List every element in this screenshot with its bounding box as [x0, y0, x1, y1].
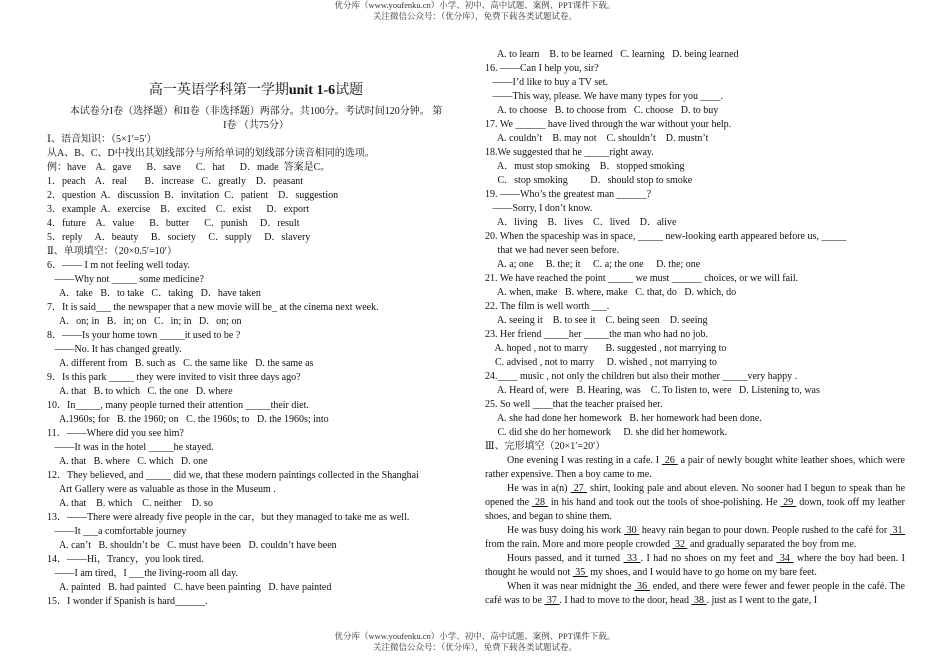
- exam-title: 高一英语学科第一学期unit 1-6试题: [148, 83, 364, 98]
- cloze-text: He was in a(n): [507, 483, 571, 494]
- question-line: A. to choose B. to choose from C. choose D. to buy: [485, 105, 719, 116]
- question-line: 14．——Hi，Trancy，you look tired.: [47, 554, 204, 565]
- question-line: 6．—— I m not feeling well today.: [47, 260, 190, 271]
- cloze-blank: 28: [532, 497, 548, 508]
- cloze-text: from the rain. More and more people crowded: [485, 539, 673, 550]
- question-line: A. she had done her homework B. her homework had been done.: [485, 413, 762, 424]
- question-line: ——No. It has changed greatly.: [47, 344, 182, 355]
- question-line: 例：have A．gave B．save C．hat D．made 答案是C。: [47, 162, 331, 173]
- question-line: A. hoped , not to marry B. suggested , not marrying to: [485, 343, 727, 354]
- question-line: A. couldn’t B. may not C. shouldn’t D. mustn’t: [485, 133, 709, 144]
- exam-intro: [47, 105, 465, 133]
- question-line: 10．In_____, many people turned their attention _____their diet.: [47, 400, 309, 411]
- question-line: A. seeing it B. to see it C. being seen D. seeing: [485, 315, 708, 326]
- question-line: 1．peach A．real B．increase C．greatly D．peasant: [47, 176, 304, 187]
- question-line: 从A、B、C、D中找出其划线部分与所给单词的划线部分读音相同的选项。: [47, 148, 375, 159]
- footer-line-2: 关注微信公众号：（优分库），免费下载各类试题试卷。: [372, 642, 577, 652]
- cloze-text: where the boy had been. I thought he would not: [485, 553, 906, 578]
- right-column: [485, 48, 905, 608]
- cloze-blank: 34: [776, 553, 794, 564]
- question-line: ——This way, please. We have many types for you ____.: [485, 91, 724, 102]
- cloze-text: down, took off my leather shoes, and began to shine them.: [485, 497, 906, 522]
- question-line: A. Heard of, were B. Hearing, was C. To listen to, were D. Listening to, was: [485, 385, 820, 396]
- cloze-text: a pair of newly bought white leather shoes, which were rather expensive. Then a boy came to me.: [485, 455, 905, 480]
- question-line: A. a; one B. the; it C. a; the one D. the; one: [485, 259, 701, 270]
- cloze-text: and gradually separated the boy from me.: [687, 539, 857, 550]
- question-line: 15．I wonder if Spanish is hard______.: [47, 596, 208, 607]
- question-line: A．living B．lives C．lived D．alive: [485, 217, 677, 228]
- intro-line-2: I卷 （共75分）: [223, 120, 289, 131]
- question-line: C. did she do her homework D. she did her homework.: [485, 427, 728, 438]
- question-line: 22. The film is well worth ___.: [485, 301, 610, 312]
- question-line: A. to learn B. to be learned C. learning D. being learned: [485, 49, 739, 60]
- question-line: 19. ——Who’s the greatest man ______?: [485, 189, 652, 200]
- cloze-text: One evening I was resting in a cafe. I: [507, 455, 662, 466]
- cloze-text: my shoes, and I would have to go home on my bare feet.: [587, 567, 817, 578]
- cloze-blank: 32: [672, 539, 688, 550]
- left-column: [47, 80, 465, 609]
- cloze-blank: 36: [634, 581, 650, 592]
- question-line: A. that B. where C. which D. one: [47, 456, 208, 467]
- question-line: 21. We have reached the point _____ we must ______ choices, or we will fail.: [485, 273, 799, 284]
- question-line: C．stop smoking D．should stop to smoke: [485, 175, 693, 186]
- cloze-text: shirt, looking pale and about eleven. No sooner had I begun to speak than he opened the: [485, 483, 906, 508]
- question-line: 3．example A．exercise B．excited C．exist D．export: [47, 204, 310, 215]
- cloze-text: When it was near midnight the: [507, 581, 635, 592]
- question-line: Ⅰ、语音知识：（5×1′=5′）: [47, 134, 157, 145]
- question-line: A．on; in B．in; on C．in; in D．on; on: [47, 316, 242, 327]
- cloze-text: ended, and there were fewer and fewer people in the café. The café was to be: [485, 581, 905, 606]
- cloze-passage: [485, 454, 905, 608]
- question-line: 4．future A．value B．butter C．punish D．result: [47, 218, 300, 229]
- question-line: ——Sorry, I don’t know.: [485, 203, 593, 214]
- question-line: 12．They believed, and _____ did we, that these modern paintings collected in the Shanghai: [47, 470, 419, 481]
- question-line: 24.____ music , not only the children but also their mother _____very happy .: [485, 371, 798, 382]
- question-line: A. painted B. had painted C. have been painting D. have painted: [47, 582, 332, 593]
- question-line: A. can’t B. shouldn’t be C. must have been D. couldn’t have been: [47, 540, 337, 551]
- page-footer: [0, 631, 950, 653]
- question-line: A．take B．to take C．taking D．have taken: [47, 288, 261, 299]
- cloze-blank: 30: [623, 525, 640, 536]
- question-line: 17. We ______ have lived through the war without your help.: [485, 119, 732, 130]
- question-line: 9．Is this park _____ they were invited to visit three days ago?: [47, 372, 301, 383]
- question-line: 11．——Where did you see him?: [47, 428, 184, 439]
- cloze-paragraph: [485, 482, 905, 524]
- question-line: A. different from B. such as C. the same like D. the same as: [47, 358, 314, 369]
- cloze-blank: 29: [780, 497, 797, 508]
- question-line: 5．reply A．beauty B．society C．supply D．slavery: [47, 232, 311, 243]
- page-header: [0, 0, 950, 22]
- footer-line-1: 优分库（www.youfenku.cn）小学、初中、高中试题、案例、PPT课件下载。: [334, 631, 616, 641]
- right-questions: [485, 48, 905, 454]
- cloze-text: in his hand and took out the tools of shoe-polishing. He: [547, 497, 781, 508]
- question-line: A. that B. which C. neither D. so: [47, 498, 213, 509]
- cloze-text: . just as I went to the gate, I: [706, 595, 818, 606]
- question-line: 8．——Is your home town _____it used to be ?: [47, 330, 241, 341]
- question-line: 2．question A．discussion B．invitation C．patient D．suggestion: [47, 190, 339, 201]
- cloze-text: He was busy doing his work: [507, 525, 624, 536]
- cloze-blank: 27: [570, 483, 587, 494]
- question-line: A. when, make B. where, make C. that, do D. which, do: [485, 287, 737, 298]
- question-line: ——It ___a comfortable journey: [47, 526, 187, 537]
- cloze-text: heavy rain began to pour down. People rushed to the café for: [639, 525, 890, 536]
- question-line: ——Why not _____ some medicine?: [47, 274, 204, 285]
- cloze-paragraph: [485, 454, 905, 482]
- question-line: Ⅱ、单项填空：（20×0.5′=10′）: [47, 246, 177, 257]
- cloze-paragraph: [485, 580, 905, 608]
- question-line: 7．It is said___ the newspaper that a new movie will be_ at the cinema next week.: [47, 302, 379, 313]
- question-line: A.1960s; for B. the 1960; on C. the 1960s; to D. the 1960s; into: [47, 414, 329, 425]
- question-line: Art Gallery were as valuable as those in the Museum .: [47, 484, 276, 495]
- cloze-text: . I had to move to the door, head: [559, 595, 692, 606]
- question-line: ——I’d like to buy a TV set.: [485, 77, 608, 88]
- question-line: 16. ——Can I help you, sir?: [485, 63, 599, 74]
- question-line: A. that B. to which C. the one D. where: [47, 386, 233, 397]
- header-line-1: 优分库（www.youfenku.cn）小学、初中、高中试题、案例、PPT课件下载。: [334, 0, 616, 10]
- cloze-paragraph: [485, 524, 905, 552]
- cloze-blank: 26: [661, 455, 678, 466]
- question-line: 13．——There were already five people in the car，but they managed to take me as well.: [47, 512, 410, 523]
- question-line: 18.We suggested that he _____right away.: [485, 147, 654, 158]
- question-line: ——It was in the hotel _____he stayed.: [47, 442, 214, 453]
- cloze-text: . I had no shoes on my feet and: [640, 553, 777, 564]
- question-line: C. advised , not to marry D. wished , not marrying to: [485, 357, 717, 368]
- question-line: 23. Her friend _____her _____the man who had no job.: [485, 329, 709, 340]
- cloze-blank: 31: [889, 525, 906, 536]
- intro-line-1: 本试卷分I卷（选择题）和II卷（非选择题）两部分。共100分。考试时间120分钟。 第: [69, 106, 443, 117]
- question-line: Ⅲ、完形填空（20×1′=20′）: [485, 441, 606, 452]
- cloze-blank: 37: [544, 595, 560, 606]
- cloze-blank: 35: [572, 567, 588, 578]
- left-questions: [47, 133, 465, 609]
- header-line-2: 关注微信公众号：（优分库），免费下载各类试题试卷。: [372, 11, 577, 21]
- question-line: ——I am tired，I ___the living-room all day.: [47, 568, 238, 579]
- cloze-blank: 33: [623, 553, 641, 564]
- question-line: that we had never seen before.: [485, 245, 620, 256]
- cloze-text: Hours passed, and it turned: [507, 553, 624, 564]
- question-line: 20. When the spaceship was in space, _____ new-looking earth appeared before us, _____: [485, 231, 847, 242]
- cloze-paragraph: [485, 552, 905, 580]
- question-line: 25. So well ____that the teacher praised her.: [485, 399, 663, 410]
- question-line: A．must stop smoking B．stopped smoking: [485, 161, 685, 172]
- cloze-blank: 38: [691, 595, 707, 606]
